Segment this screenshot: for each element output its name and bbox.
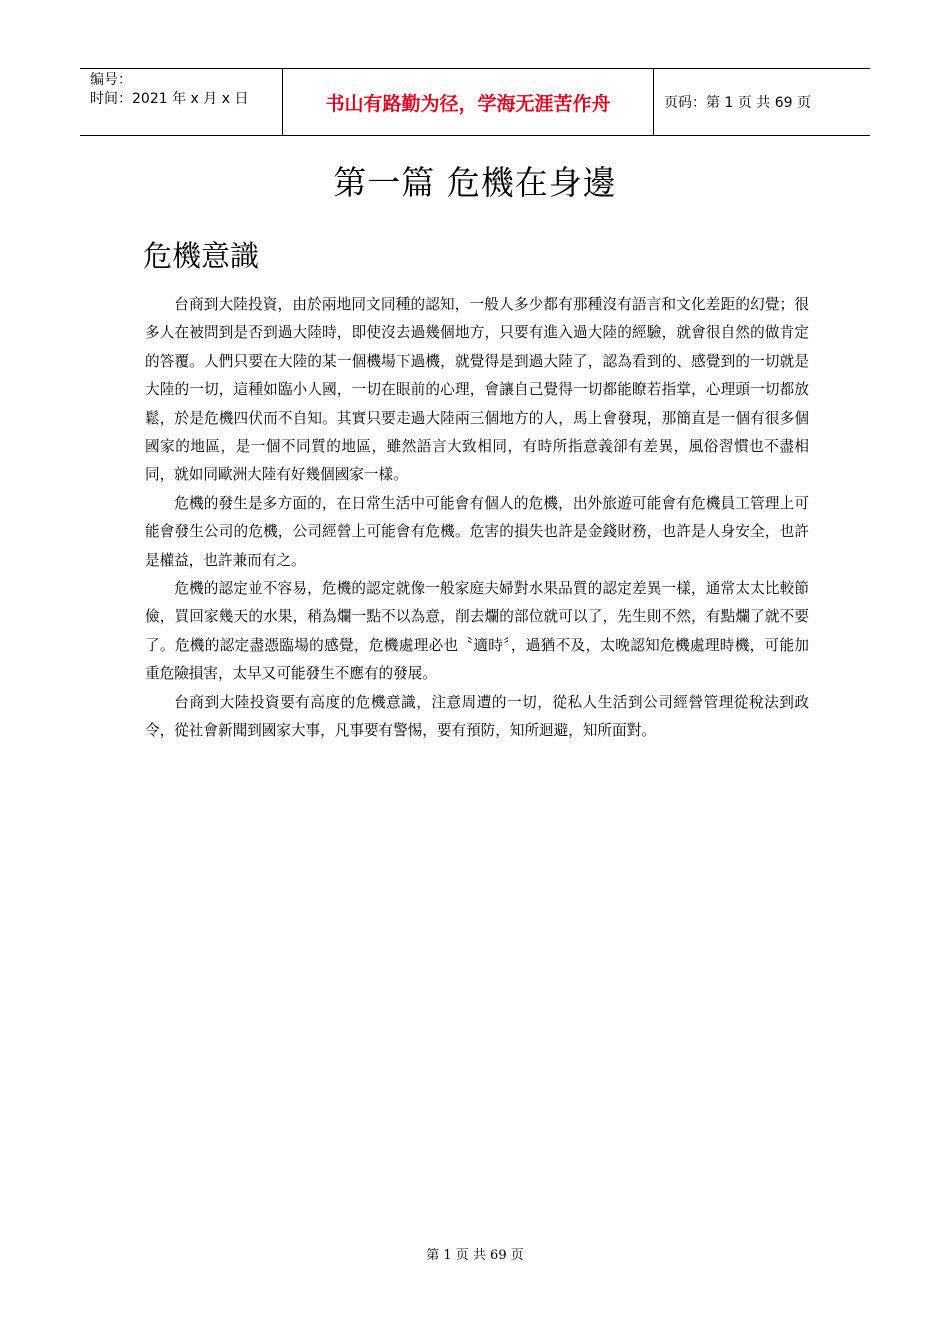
paragraph: 台商到大陸投資，由於兩地同文同種的認知，一般人多少都有那種沒有語言和文化差距的幻覺；很多人在被問到是否到過大陸時，即使沒去過幾個地方，只要有進入過大陸的經驗，就會很自然的做肯定的答覆。人們只要在大陸的某一個機場下過機，就覺得是到過大陸了，認為看到的、感覺到的一切就是大陸的一切，這種如臨小人國，一切在眼前的心理，會讓自己覺得一切都能瞭若指掌，心理頭一切都放鬆，於是危機四伏而不自知。其實只要走過大陸兩三個地方的人，馬上會發現，那簡直是一個有很多個國家的地區，是一個不同質的地區，雖然語言大致相同，有時所指意義卻有差異，風俗習慣也不盡相同，就如同歐洲大陸有好幾個國家一樣。 <box>145 296 809 484</box>
paragraph: 危機的發生是多方面的，在日常生活中可能會有個人的危機，出外旅遊可能會有危機員工管理上可能會發生公司的危機，公司經營上可能會有危機。危害的損失也許是金錢財務，也許是人身安全，也許是權益，也許兼而有之。 <box>145 494 809 569</box>
page-header <box>80 68 870 136</box>
document-date: 时间：2021 年 x 月 x 日 <box>90 91 249 107</box>
paragraph: 危機的認定並不容易，危機的認定就像一般家庭夫婦對水果品質的認定差異一樣，通常太太比較節儉，買回家幾天的水果，稍為爛一點不以為意，削去爛的部位就可以了，先生則不然，有點爛了就不要了。危機的認定盡憑臨場的感覺，危機處理必也〝適時〞，過猶不及，太晚認知危機處理時機，可能加重危險損害，太早又可能發生不應有的發展。 <box>145 580 809 683</box>
body-text <box>145 291 809 746</box>
header-motto: 书山有路勤为径，学海无涯苦作舟 <box>282 69 654 135</box>
section-heading: 危機意識 <box>143 239 260 273</box>
paragraph: 台商到大陸投資要有高度的危機意識，注意周遭的一切，從私人生活到公司經營管理從稅法到政令，從社會新聞到國家大事，凡事要有警惕，要有預防，知所迴避，知所面對。 <box>145 693 809 740</box>
header-page-info: 页码：第 1 页 共 69 页 <box>664 95 811 111</box>
page-footer: 第 1 页 共 69 页 <box>426 1248 524 1263</box>
header-meta <box>80 69 282 135</box>
document-number-label: 编号： <box>90 72 132 88</box>
document-title: 第一篇 危機在身邊 <box>333 163 617 202</box>
